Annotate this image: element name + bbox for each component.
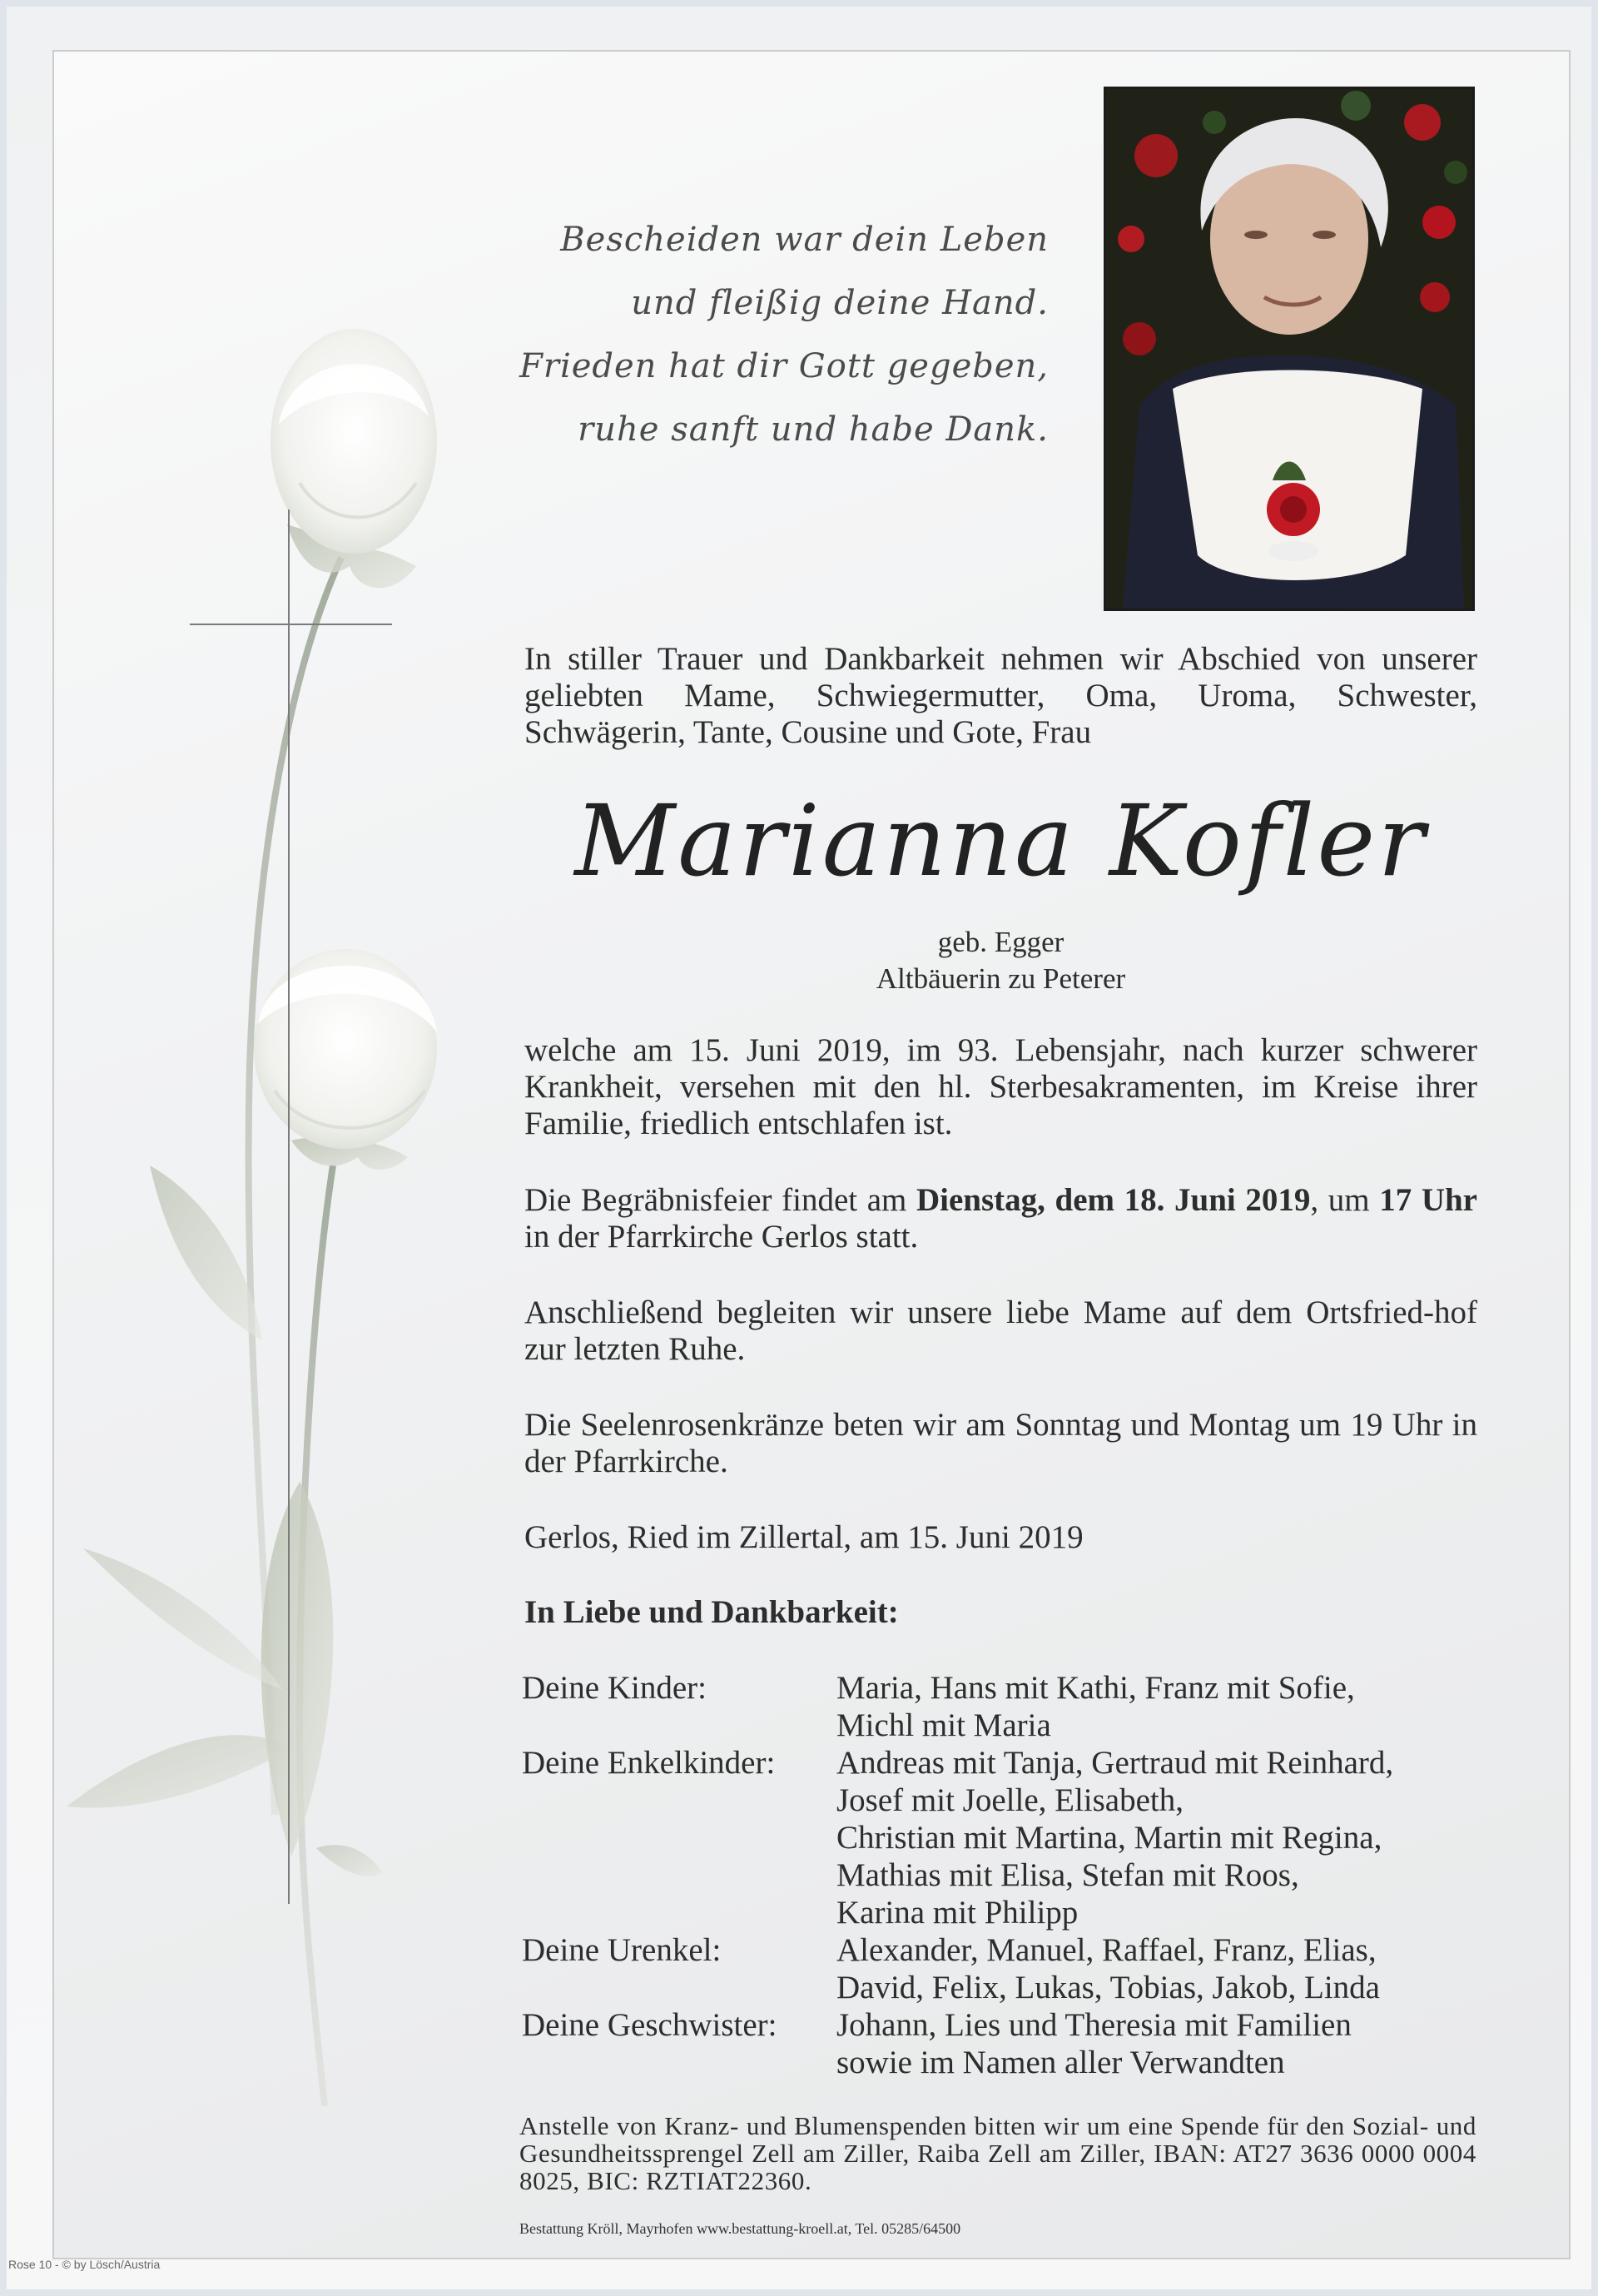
poem-line: ruhe sanft und habe Dank. (578, 410, 1049, 449)
family-label: Deine Urenkel: (522, 1932, 722, 1968)
design-copyright: Rose 10 - © by Lösch/Austria (8, 2258, 161, 2271)
family-group-great-grandchildren (522, 1931, 1479, 2006)
family-name-line: Josef mit Joelle, Elisabeth, (836, 1782, 1184, 1818)
funeral-suffix: in der Pfarrkirche Gerlos statt. (524, 1219, 919, 1255)
cross-horizontal (190, 624, 392, 625)
birth-name: geb. Egger (937, 926, 1065, 958)
family-label: Deine Enkelkinder: (522, 1745, 776, 1781)
funeral-notice (524, 1182, 1477, 1255)
family-names (836, 2006, 1479, 2081)
family-name-line: Christian mit Martina, Martin mit Regina, (836, 1820, 1382, 1856)
deceased-title: Altbäuerin zu Peterer (876, 962, 1126, 995)
family-names (836, 1744, 1479, 1931)
family-label: Deine Kinder: (522, 1670, 707, 1706)
deceased-details (524, 924, 1477, 997)
family-group-children (522, 1669, 1479, 1744)
family-name-line: Karina mit Philipp (836, 1895, 1079, 1931)
poem-line: Frieden hat dir Gott gegeben, (519, 347, 1049, 385)
closing-line: In Liebe und Dankbarkeit: (524, 1594, 899, 1630)
cross-vertical (288, 509, 290, 1904)
white-rose-illustration (50, 316, 516, 2148)
family-names (836, 1931, 1479, 2006)
funeral-date: Dienstag, dem 18. Juni 2019 (916, 1182, 1311, 1218)
portrait-photo (1104, 87, 1475, 611)
deceased-name: Marianna Kofler (574, 783, 1427, 898)
family-name-line: Andreas mit Tanja, Gertraud mit Reinhard, (836, 1745, 1394, 1781)
burial-notice: Anschließend begleiten wir unsere liebe Mame auf dem Ortsfried-hof zur letzten Ruhe. (524, 1295, 1477, 1367)
family-name-line: Alexander, Manuel, Raffael, Franz, Elias, (836, 1932, 1377, 1968)
family-label: Deine Geschwister: (522, 2007, 777, 2043)
family-group-siblings (522, 2006, 1479, 2081)
family-name-line: David, Felix, Lukas, Tobias, Jakob, Linda (836, 1970, 1380, 2005)
memorial-poem (499, 208, 1049, 461)
intro-paragraph: In stiller Trauer und Dankbarkeit nehmen wir Abschied von unserer geliebten Mame, Schwiegermutter, Oma, Uroma, Schwester, Schwägerin, Tante, Cousine und Gote, Frau (524, 641, 1477, 750)
place-date: Gerlos, Ried im Zillertal, am 15. Juni 2019 (524, 1519, 1084, 1555)
donation-request: Anstelle von Kranz- und Blumenspenden bitten wir um eine Spende für den Sozial- und Gesundheitssprengel Zell am Ziller, Raiba Zell am Ziller, IBAN: AT27 3636 0000 0004 8025, BIC: RZTIAT22360. (519, 2111, 1476, 2195)
poem-line: Bescheiden war dein Leben (560, 221, 1049, 259)
family-name-line: Johann, Lies und Theresia mit Familien (836, 2007, 1352, 2043)
funeral-middle: , um (1310, 1182, 1380, 1218)
family-name-line: Mathias mit Elisa, Stefan mit Roos, (836, 1857, 1299, 1893)
funeral-time: 17 Uhr (1379, 1182, 1477, 1218)
poem-line: und fleißig deine Hand. (631, 284, 1049, 322)
rosary-notice: Die Seelenrosenkränze beten wir am Sonntag und Montag um 19 Uhr in der Pfarrkirche. (524, 1407, 1477, 1479)
family-name-line: Michl mit Maria (836, 1707, 1051, 1743)
family-name-line: sowie im Namen aller Verwandten (836, 2045, 1285, 2080)
funeral-home-footer: Bestattung Kröll, Mayrhofen www.bestattung-kroell.at, Tel. 05285/64500 (519, 2220, 961, 2237)
family-list (522, 1669, 1479, 2081)
family-names (836, 1669, 1479, 1744)
family-group-grandchildren (522, 1744, 1479, 1931)
death-notice: welche am 15. Juni 2019, im 93. Lebensjahr, nach kurzer schwerer Krankheit, versehen mit den hl. Sterbesakramenten, im Kreise ihrer Familie, friedlich entschlafen ist. (524, 1032, 1477, 1141)
family-name-line: Maria, Hans mit Kathi, Franz mit Sofie, (836, 1670, 1355, 1706)
funeral-prefix: Die Begräbnisfeier findet am (524, 1182, 916, 1218)
